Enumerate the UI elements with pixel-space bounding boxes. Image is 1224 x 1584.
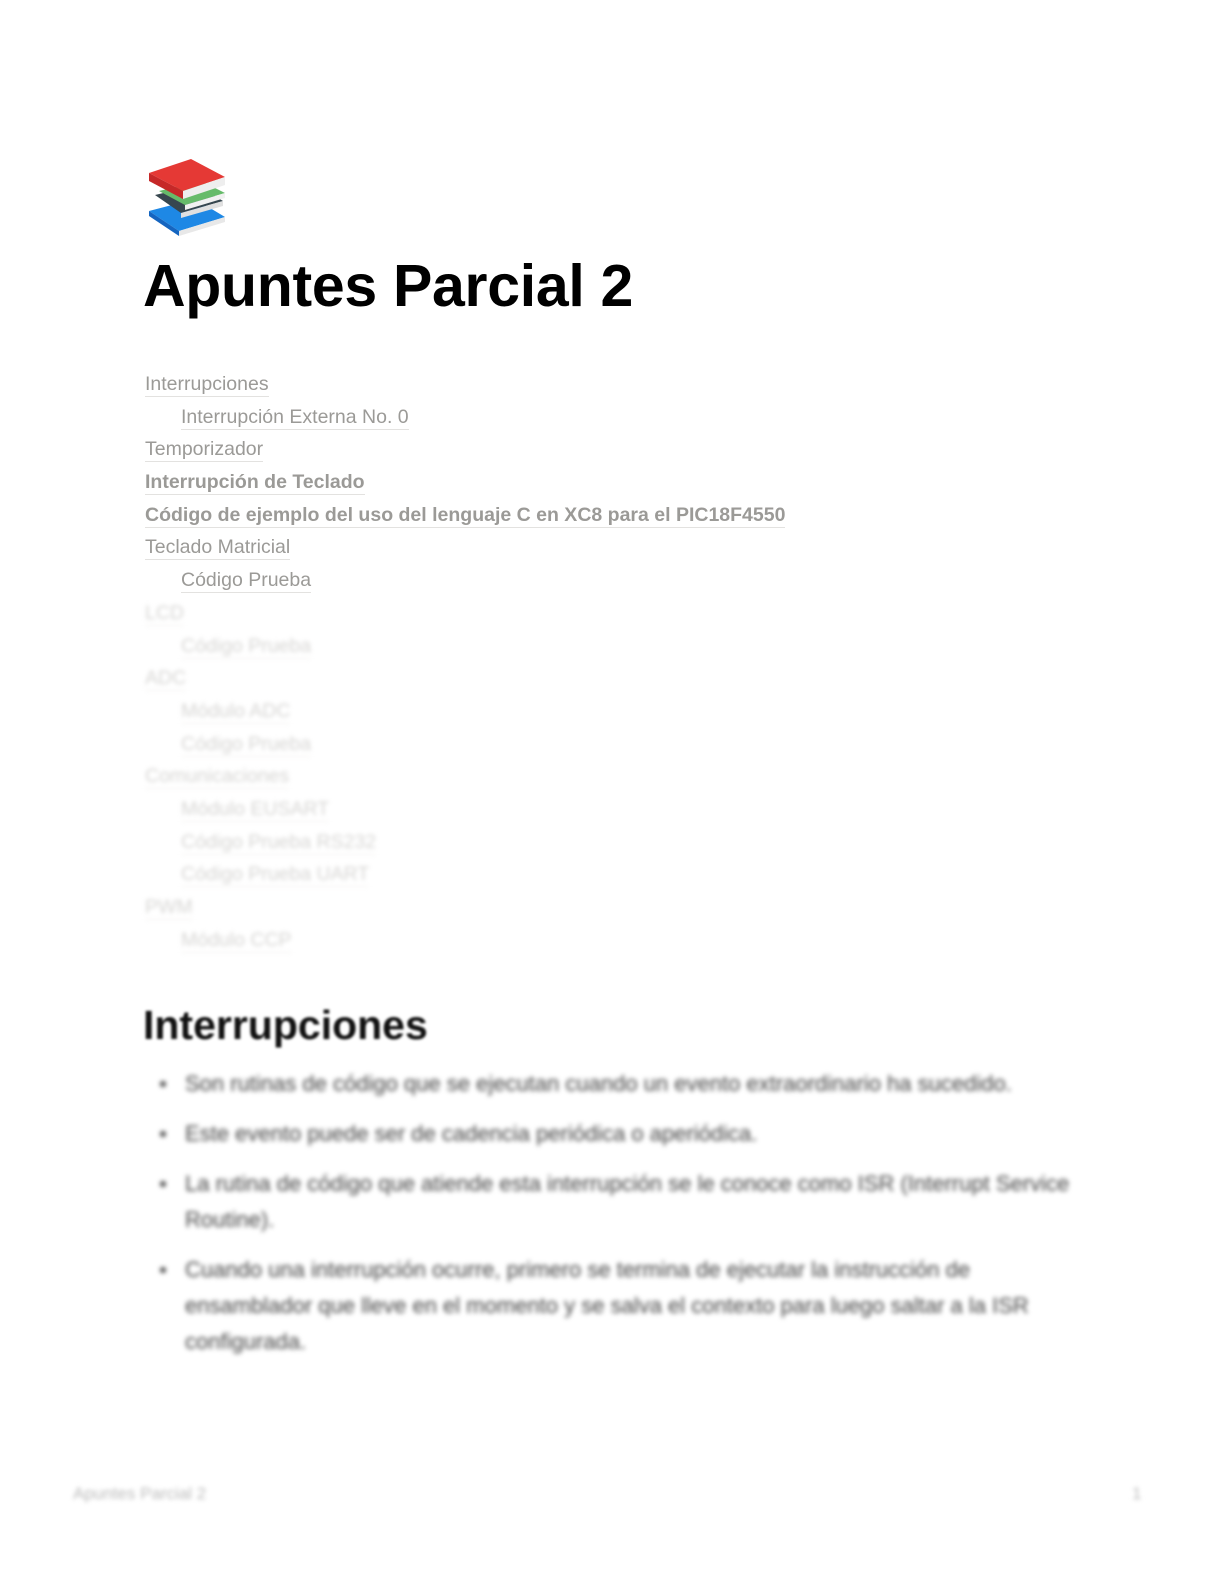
toc-link[interactable] xyxy=(145,924,1075,957)
toc-link-label: ADC xyxy=(145,667,187,690)
toc-link[interactable] xyxy=(145,433,1075,466)
toc-link-label: Código Prueba xyxy=(181,634,312,657)
toc-link-label: Interrupción de Teclado xyxy=(145,471,365,494)
bullet-dot-icon xyxy=(160,1267,166,1273)
list-item xyxy=(160,1252,1070,1360)
toc-link-label: Temporizador xyxy=(145,438,264,461)
toc-link[interactable] xyxy=(145,793,1075,826)
list-item-text: La rutina de código que atiende esta interrupción se le conoce como ISR (Interrupt Service Routine). xyxy=(185,1171,1070,1232)
toc-link[interactable] xyxy=(145,368,1075,401)
toc-link[interactable] xyxy=(145,858,1075,891)
bullet-dot-icon xyxy=(160,1081,166,1087)
table-of-contents xyxy=(145,368,1075,956)
toc-link-label: Comunicaciones xyxy=(145,765,290,788)
toc-link-label: Interrupciones xyxy=(145,373,269,395)
toc-link-label: Código Prueba RS232 xyxy=(181,830,377,853)
toc-link[interactable] xyxy=(145,597,1075,630)
toc-link-label: Código Prueba xyxy=(181,732,312,755)
toc-link-label: Módulo EUSART xyxy=(181,797,330,820)
section-heading: Interrupciones xyxy=(143,1002,428,1048)
toc-link[interactable] xyxy=(145,401,1075,434)
toc-link-label: PWM xyxy=(145,896,193,918)
page-number: 1 xyxy=(1132,1484,1142,1503)
toc-link[interactable] xyxy=(145,662,1075,695)
bullet-list xyxy=(160,1066,1070,1374)
toc-link[interactable] xyxy=(145,466,1075,499)
bullet-dot-icon xyxy=(160,1131,166,1137)
toc-link-label: Código Prueba UART xyxy=(181,863,370,886)
toc-link[interactable] xyxy=(145,891,1075,924)
bullet-dot-icon xyxy=(160,1181,166,1187)
toc-link[interactable] xyxy=(145,695,1075,728)
books-emoji-icon xyxy=(145,155,229,239)
toc-link-label: Interrupción Externa No. 0 xyxy=(181,405,409,428)
toc-link[interactable] xyxy=(145,499,1075,532)
toc-link[interactable] xyxy=(145,760,1075,793)
toc-link-label: LCD xyxy=(145,601,185,624)
footer-title: Apuntes Parcial 2 xyxy=(73,1484,207,1503)
toc-link-label: Módulo ADC xyxy=(181,699,291,722)
toc-link[interactable] xyxy=(145,826,1075,859)
toc-link[interactable] xyxy=(145,564,1075,597)
toc-link-label: Módulo CCP xyxy=(181,928,292,951)
list-item xyxy=(160,1116,1070,1152)
toc-link-label: Código Prueba xyxy=(181,569,312,592)
toc-link-label: Código de ejemplo del uso del lenguaje C en XC8 para el PIC18F4550 xyxy=(145,503,786,526)
toc-link-label: Teclado Matricial xyxy=(145,536,291,559)
page-title: Apuntes Parcial 2 xyxy=(143,253,634,319)
list-item xyxy=(160,1066,1070,1102)
toc-link[interactable] xyxy=(145,728,1075,761)
list-item xyxy=(160,1166,1070,1238)
list-item-text: Son rutinas de código que se ejecutan cuando un evento extraordinario ha sucedido. xyxy=(185,1071,1012,1096)
list-item-text: Este evento puede ser de cadencia periódica o aperiódica. xyxy=(185,1121,758,1146)
toc-link[interactable] xyxy=(145,531,1075,564)
list-item-text: Cuando una interrupción ocurre, primero se termina de ejecutar la instrucción de ensamblador que lleve en el momento y se salva el contexto para luego saltar a la ISR configurada. xyxy=(185,1257,1029,1354)
toc-link[interactable] xyxy=(145,630,1075,663)
